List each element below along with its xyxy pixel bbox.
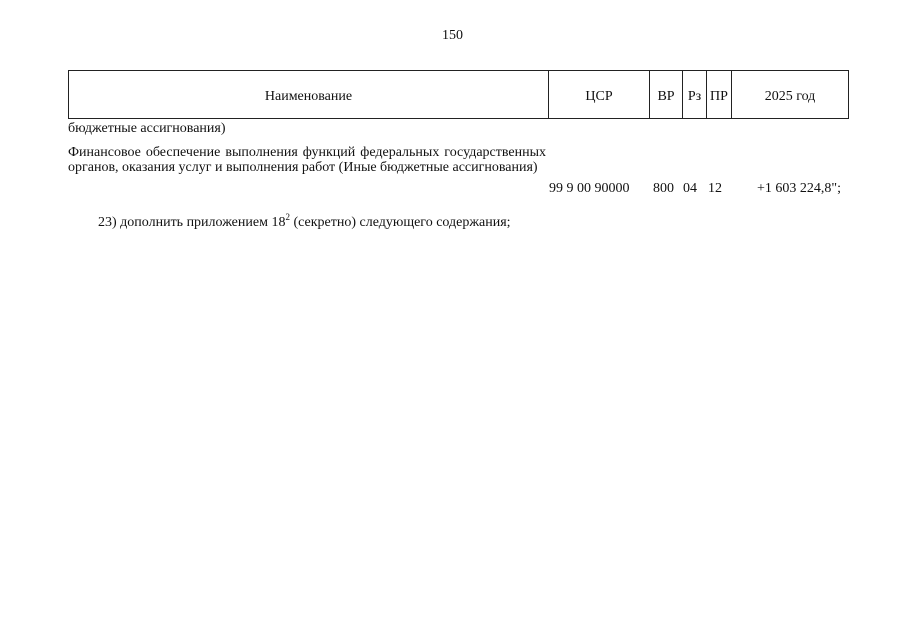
header-csr: ЦСР [549,75,650,119]
header-vr: ВР [650,75,683,119]
header-rz: Рз [683,75,707,119]
row-1-rz: 04 [683,181,697,196]
row-1-amount: +1 603 224,8"; [757,181,841,196]
row-1-name: Финансовое обеспечение выполнения функций федеральных государственных органов, оказания услуг и выполнения работ (Иные бюджетные ассигнования) [68,145,546,175]
amendment-suffix: (секретно) следующего содержания; [289,215,511,230]
amendment-line [98,212,511,230]
row-0-name: бюджетные ассигнования) [68,121,226,136]
header-year: 2025 год [732,75,849,119]
amendment-superscript: 2 [285,212,290,222]
header-pr: ПР [707,75,732,119]
amendment-prefix: 23) дополнить приложением 18 [98,215,286,230]
table-header [68,70,849,119]
header-name: Наименование [69,75,549,119]
page-number: 150 [442,28,463,43]
row-1-pr: 12 [708,181,722,196]
row-1-csr: 99 9 00 90000 [549,181,630,196]
row-1-vr: 800 [653,181,674,196]
